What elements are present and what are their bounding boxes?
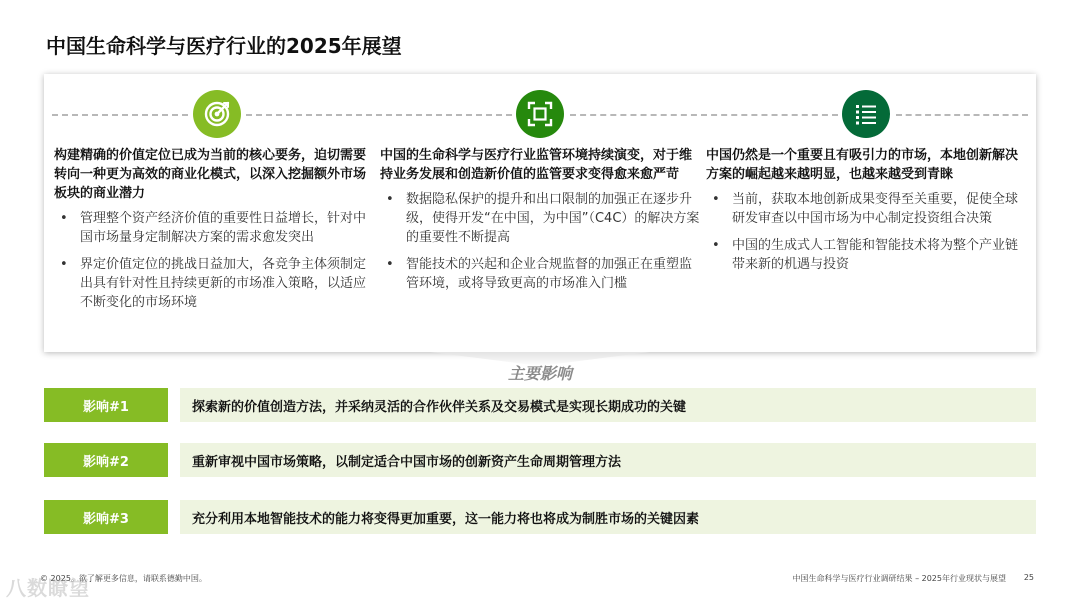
footer-report-title: 中国生命科学与医疗行业调研结果 – 2025年行业现状与展望 [792,574,1006,583]
column-heading: 构建精确的价值定位已成为当前的核心要务，迫切需要转向一种更为高效的商业化模式，以深入挖掘额外市场板块的商业潜力 [54,148,367,201]
page-title: 中国生命科学与医疗行业的2025年展望 [46,34,402,58]
target-icon [193,90,241,138]
impact-row-2 [44,443,1036,477]
list-item: • 管理整个资产经济价值的重要性日益增长，针对中国市场量身定制解决方案的需求愈发突出 [54,209,374,247]
dash-divider [52,114,188,116]
scan-frame-icon [516,90,564,138]
impact-tag: 影响#1 [44,388,168,422]
watermark: 八数瞭望 [6,576,90,600]
dash-divider [896,114,1028,116]
bullet-list [380,190,700,293]
bullet-list [54,209,374,312]
impact-section-label: 主要影响 [507,364,572,383]
impact-row-1 [44,388,1036,422]
impact-text: 重新审视中国市场策略，以制定适合中国市场的创新资产生命周期管理方法 [180,443,1036,477]
list-item: • 中国的生成式人工智能和智能技术将为整个产业链带来新的机遇与投资 [706,236,1026,274]
impact-tag: 影响#2 [44,443,168,477]
dash-divider [246,114,512,116]
outlook-column-market [706,146,1026,282]
list-item: • 界定价值定位的挑战日益加大，各竞争主体须制定出具有针对性且持续更新的市场准入策略，以适应不断变化的市场环境 [54,255,374,312]
impact-tag: 影响#3 [44,500,168,534]
bullet-list [706,190,1026,274]
impact-text: 充分利用本地智能技术的能力将变得更加重要，这一能力将也将成为制胜市场的关键因素 [180,500,1036,534]
list-item: • 当前，获取本地创新成果变得至关重要，促使全球研发审查以中国市场为中心制定投资组合决策 [706,190,1026,228]
page-number: 25 [1023,573,1034,582]
list-item: • 智能技术的兴起和企业合规监督的加强正在重塑监管环境，或将导致更高的市场准入门槛 [380,255,700,293]
list-icon [842,90,890,138]
dash-divider [570,114,838,116]
list-item: • 数据隐私保护的提升和出口限制的加强正在逐步升级，使得开发“在中国，为中国”（C4C）的解决方案的重要性不断提高 [380,190,700,247]
column-heading: 中国仍然是一个重要且有吸引力的市场，本地创新解决方案的崛起越来越明显，也越来越受到青睐 [706,148,1019,182]
impact-row-3 [44,500,1036,534]
footer-copyright: © 2025。欲了解更多信息，请联系德勤中国。 [40,574,207,583]
outlook-column-value [54,146,374,320]
column-heading: 中国的生命科学与医疗行业监管环境持续演变，对于维持业务发展和创造新价值的监管要求变得愈来愈严苛 [380,148,693,182]
outlook-column-regulation [380,146,700,301]
impact-text: 探索新的价值创造方法，并采纳灵活的合作伙伴关系及交易模式是实现长期成功的关键 [180,388,1036,422]
outlook-panel [44,74,1036,352]
